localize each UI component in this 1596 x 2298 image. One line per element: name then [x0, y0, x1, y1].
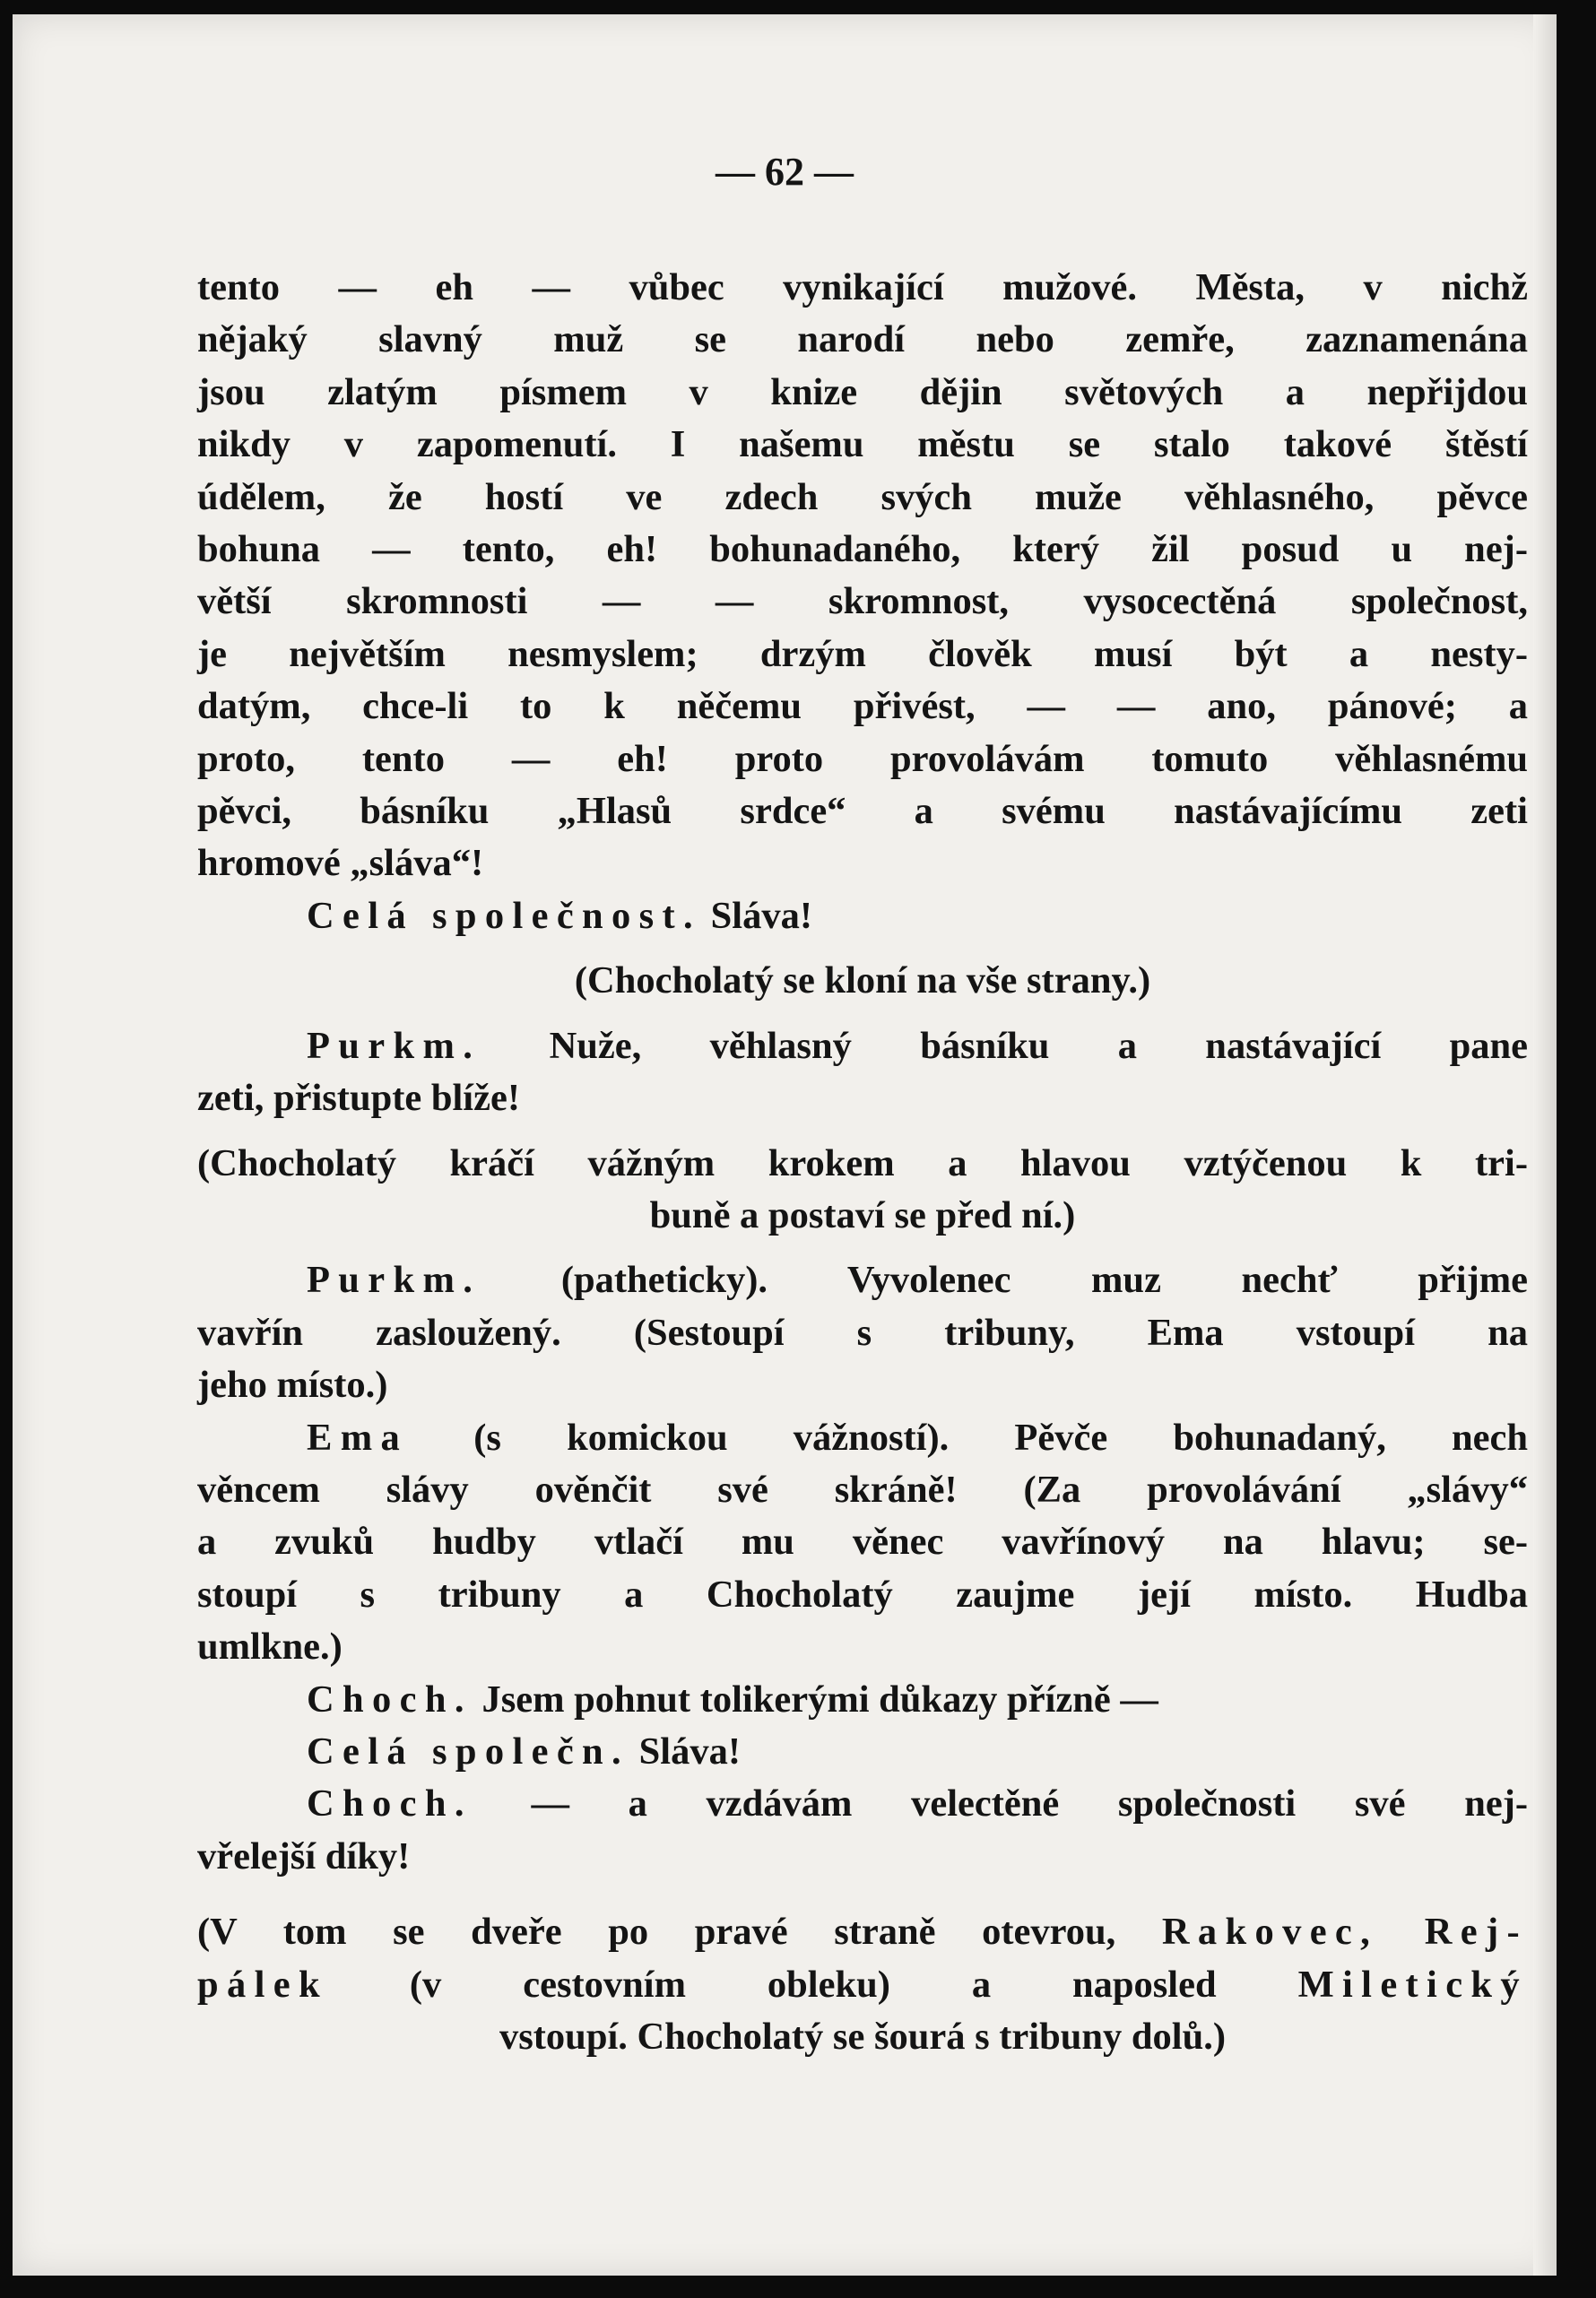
dialogue-line [197, 1412, 1528, 1464]
stage-direction-text: (v cestovním obleku) a naposled [409, 1963, 1217, 2006]
text-line: zeti, přistupte blíže! [197, 1077, 520, 1120]
text-line: vřelejší díky! [197, 1834, 411, 1877]
speech-text: — a vzdávám velectěné společnosti své nej- [531, 1782, 1529, 1825]
stage-direction [197, 1959, 1528, 2011]
text-line: stoupí s tribuny a Chocholatý zaujme její místo. Hudba [197, 1573, 1528, 1616]
text-line: věncem slávy ověnčit své skráně! (Za provolávání „slávy“ [197, 1468, 1528, 1511]
text-line: umlkne.) [197, 1626, 343, 1669]
text-line: tento — eh — vůbec vynikající mužové. Města, v nichž [197, 266, 1528, 308]
speech-text: Sláva! [710, 894, 812, 937]
text-line: je největším nesmyslem; drzým člověk musí být a nesty- [197, 632, 1528, 675]
speaker-name: Celá společnost. [307, 894, 702, 937]
stage-direction: (Chocholatý kráčí vážným krokem a hlavou vztýčenou k tri- [197, 1141, 1528, 1184]
speaker-name: Ema [307, 1416, 409, 1459]
stage-direction: (Chocholatý se kloní na vše strany.) [574, 959, 1151, 1002]
text-line: datým, chce-li to k něčemu přivést, — — ano, pánové; a [197, 685, 1528, 728]
speaker-name: Choch. [307, 1678, 473, 1721]
stage-direction [197, 1906, 1528, 1958]
speech-text: (s komickou vážností). Pěvče bohunadaný, nech [473, 1416, 1529, 1459]
page-edge-shadow [1533, 14, 1557, 2276]
stage-direction: vstoupí. Chocholatý se šourá s tribuny dolů.) [499, 2016, 1226, 2058]
dialogue-line [197, 1778, 1528, 1830]
dialogue-line [197, 1674, 1528, 1726]
stage-direction: buně a postaví se před ní.) [649, 1193, 1076, 1236]
dialogue-line [197, 890, 1528, 942]
speech-text: Jsem pohnut tolikerými důkazy přízně — [481, 1678, 1158, 1721]
character-name: Rakovec, [1161, 1911, 1379, 1954]
character-name: Rej- [1424, 1911, 1529, 1954]
page-number: — 62 — [716, 150, 854, 194]
text-line: jeho místo.) [197, 1364, 388, 1407]
character-name: Miletický [1297, 1963, 1529, 2006]
text-line: údělem, že hostí ve zdech svých muže věhlasného, pěvce [197, 475, 1528, 518]
speaker-name: Celá společn. [307, 1730, 630, 1773]
speaker-name: Purkm. [307, 1024, 481, 1067]
speech-text: Nuže, věhlasný básníku a nastávající pane [549, 1024, 1529, 1067]
text-line: nikdy v zapomenutí. I našemu městu se stalo takové štěstí [197, 423, 1528, 466]
dialogue-line [197, 1020, 1528, 1072]
text-line: bohuna — tento, eh! bohunadaného, který žil posud u nej- [197, 528, 1528, 571]
character-name: pálek [197, 1963, 328, 2006]
dialogue-line [197, 1726, 1528, 1778]
text-line: nějaký slavný muž se narodí nebo zemře, zaznamenána [197, 318, 1528, 361]
text-line: pěvci, básníku „Hlasů srdce“ a svému nastávajícímu zeti [197, 790, 1528, 833]
page-text [197, 262, 1528, 2063]
speech-text: Sláva! [638, 1730, 741, 1773]
speaker-name: Choch. [307, 1782, 473, 1825]
text-line: hromové „sláva“! [197, 842, 484, 885]
text-line: jsou zlatým písmem v knize dějin světových a nepřijdou [197, 370, 1528, 413]
dialogue-line [197, 1254, 1528, 1306]
text-line: větší skromnosti — — skromnost, vysocectěná společnost, [197, 580, 1528, 623]
speaker-name: Purkm. [307, 1259, 481, 1302]
book-page [13, 14, 1557, 2276]
stage-direction-text: (V tom se dveře po pravé straně otevrou, [197, 1911, 1116, 1954]
text-line: proto, tento — eh! proto provolávám tomuto věhlasnému [197, 737, 1528, 780]
text-line: a zvuků hudby vtlačí mu věnec vavřínový na hlavu; se- [197, 1521, 1528, 1564]
speech-text: (patheticky). Vyvolenec muz nechť přijme [560, 1259, 1529, 1302]
text-line: vavřín zasloužený. (Sestoupí s tribuny, Ema vstoupí na [197, 1311, 1528, 1354]
